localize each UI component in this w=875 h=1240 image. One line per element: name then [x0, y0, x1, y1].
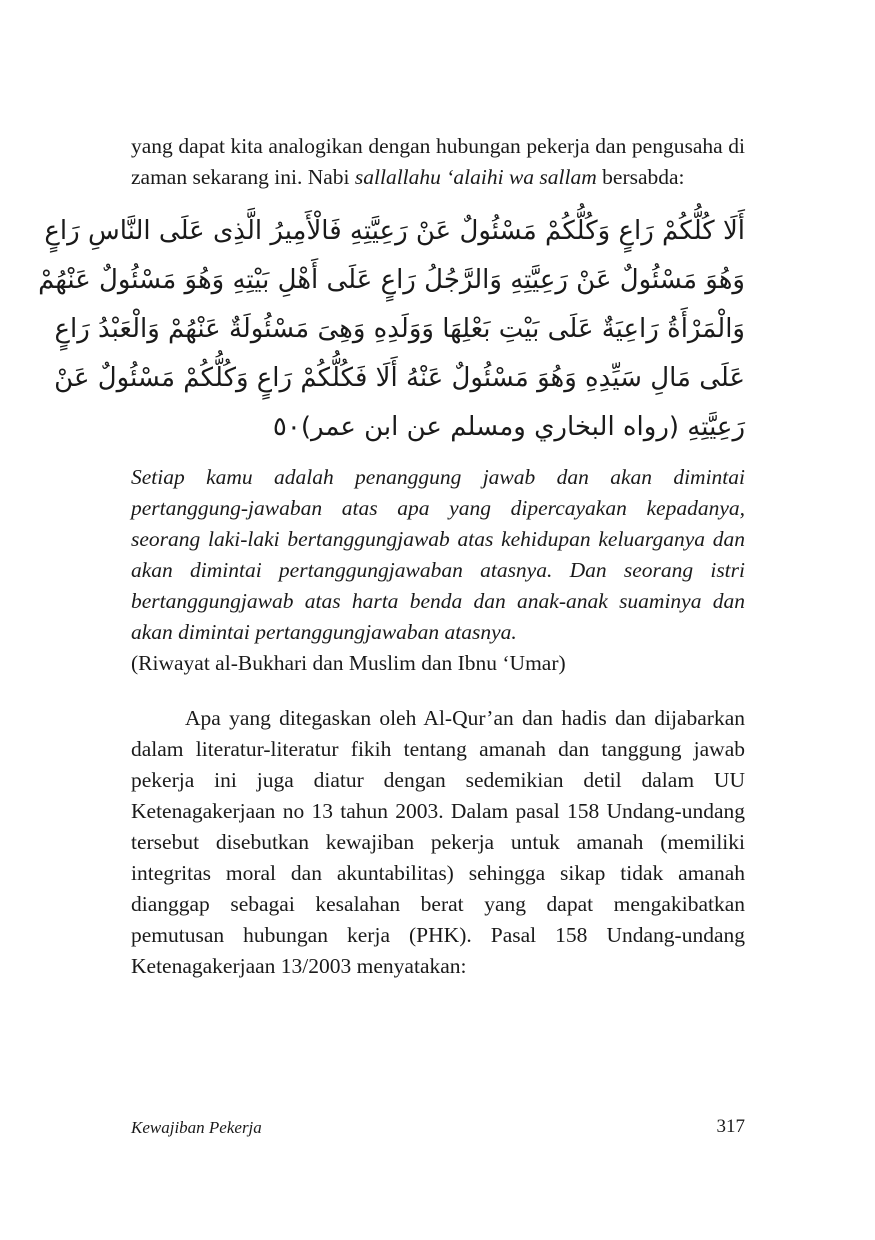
hadith-line: رَعِيَّتِهِ (رواه البخاري ومسلم عن ابن عمر)٥٠	[272, 412, 745, 442]
hadith-line: أَلَا كُلُّكُمْ رَاعٍ وَكُلُّكُمْ مَسْئُولٌ عَنْ رَعِيَّتِهِ فَالْأَمِيرُ الَّذِى عَلَى النَّاسِ رَاعٍ	[44, 216, 745, 246]
intro-text-1: yang dapat kita analogikan dengan hubungan pekerja dan pengusaha di zaman sekarang ini. Nabi	[131, 134, 745, 189]
hadith-line: عَلَى مَالِ سَيِّدِهِ وَهُوَ مَسْئُولٌ عَنْهُ أَلَا فَكُلُّكُمْ رَاعٍ وَكُلُّكُمْ مَسْئُولٌ عَنْ	[54, 363, 745, 393]
page-number: 317	[716, 1116, 745, 1137]
body-paragraph: Apa yang ditegaskan oleh Al-Qur’an dan hadis dan dijabarkan dalam literatur-literatur fikih tentang amanah dan tanggung jawab pekerja ini juga diatur dengan sedemikian detil dalam UU Ketenagakerjaan no 13 tahun 2003. Dalam pasal 158 Undang-undang tersebut disebutkan kewajiban pekerja untuk amanah (memiliki integritas moral dan akuntabilitas) sehingga sikap tidak amanah dianggap sebagai kesalahan berat yang dapat mengakibatkan pemutusan hubungan kerja (PHK). Pasal 158 Undang-undang Ketenagakerjaan 13/2003 menyatakan:	[131, 706, 745, 978]
page-content	[38, 131, 745, 982]
hadith-source: (Riwayat al-Bukhari dan Muslim dan Ibnu ‘Umar)	[131, 651, 566, 675]
intro-honorific: sallallahu ‘alaihi wa sallam	[354, 165, 597, 189]
intro-paragraph	[131, 131, 745, 193]
hadith-translation: Setiap kamu adalah penanggung jawab dan akan dimintai pertanggung-jawaban atas apa yang dipercayakan kepadanya, seorang laki-laki bertanggungjawab atas kehidupan keluarganya dan akan dimintai pertanggungjawaban atasnya. Dan seorang istri bertanggungjawab atas harta benda dan anak-anak suaminya dan akan dimintai pertanggungjawaban atasnya.	[131, 465, 745, 644]
hadith-arabic-text	[38, 207, 745, 452]
hadith-line: وَالْمَرْأَةُ رَاعِيَةٌ عَلَى بَيْتِ بَعْلِهَا وَوَلَدِهِ وَهِىَ مَسْئُولَةٌ عَنْهُمْ وَالْعَبْدُ رَاعٍ	[54, 314, 745, 344]
running-footer-title: Kewajiban Pekerja	[131, 1118, 262, 1137]
page-footer	[131, 1118, 745, 1142]
hadith-line: وَهُوَ مَسْئُولٌ عَنْ رَعِيَّتِهِ وَالرَّجُلُ رَاعٍ عَلَى أَهْلِ بَيْتِهِ وَهُوَ مَسْئُولٌ عَنْهُمْ	[38, 265, 745, 295]
intro-text-2: bersabda:	[596, 165, 685, 189]
